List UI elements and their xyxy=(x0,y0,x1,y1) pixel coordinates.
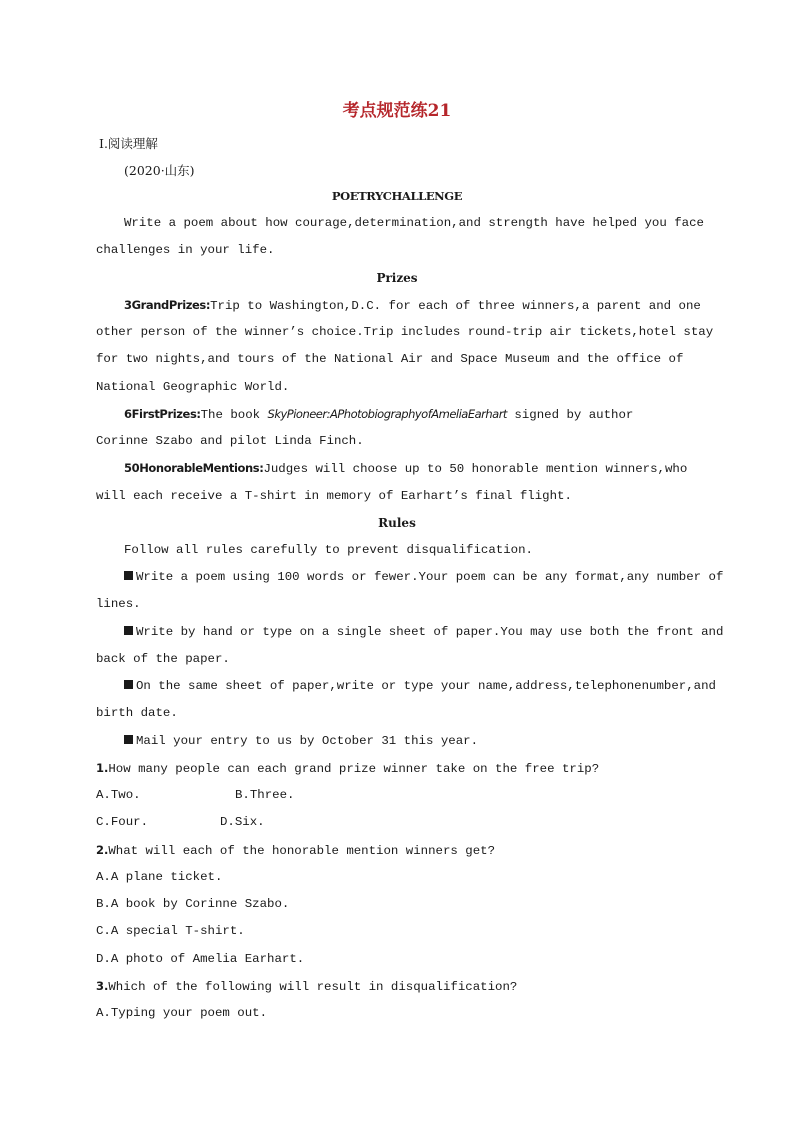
first-prize-line-1 xyxy=(124,407,633,422)
book-title: SkyPioneer:APhotobiographyofAmeliaEarhart xyxy=(267,407,507,421)
honorable-label: 50HonorableMentions: xyxy=(124,461,264,475)
honorable-line-1 xyxy=(124,461,687,476)
rule-2-text: Write by hand or type on a single sheet of paper.You may use both the front and xyxy=(136,625,724,639)
passage-heading: POETRYCHALLENGE xyxy=(331,189,463,203)
question-1 xyxy=(96,761,599,776)
first-prize-text-a: The book xyxy=(200,408,268,422)
grand-prize-label: 3GrandPrizes: xyxy=(124,298,211,312)
q2-option-b: B.A book by Corinne Szabo. xyxy=(96,897,290,911)
intro-line-2: challenges in your life. xyxy=(96,243,275,257)
q2-option-a: A.A plane ticket. xyxy=(96,870,223,884)
question-number: 3. xyxy=(96,979,109,993)
q3-option-a: A.Typing your poem out. xyxy=(96,1006,268,1020)
honorable-line-2: will each receive a T-shirt in memory of Earhart’s final flight. xyxy=(96,489,572,503)
question-number: 2. xyxy=(96,843,109,857)
bullet-square-icon xyxy=(124,626,133,635)
bullet-square-icon xyxy=(124,735,133,744)
prizes-heading: Prizes xyxy=(376,271,418,285)
q1-option-b: B.Three. xyxy=(235,788,295,802)
question-2 xyxy=(96,843,495,858)
rule-4-text: Mail your entry to us by October 31 this year. xyxy=(136,734,479,748)
question-3 xyxy=(96,979,517,994)
q2-option-c: C.A special T-shirt. xyxy=(96,924,245,938)
q1-option-d: D.Six. xyxy=(220,815,265,829)
grand-prize-text-1: Trip to Washington,D.C. for each of three winners,a parent and one xyxy=(210,299,701,313)
honorable-text-1: Judges will choose up to 50 honorable mention winners,who xyxy=(263,462,688,476)
rule-3-line-2: birth date. xyxy=(96,706,178,720)
bullet-square-icon xyxy=(124,571,133,580)
q2-option-d: D.A photo of Amelia Earhart. xyxy=(96,952,305,966)
section-heading: Ⅰ.阅读理解 xyxy=(99,136,158,151)
grand-prize-line-2: other person of the winner’s choice.Trip includes round-trip air tickets,hotel stay xyxy=(96,325,714,339)
rule-3-line-1 xyxy=(124,679,716,693)
rule-4-line-1 xyxy=(124,734,478,748)
intro-line-1: Write a poem about how courage,determination,and strength have helped you face xyxy=(124,216,704,230)
rule-1-line-2: lines. xyxy=(96,597,141,611)
first-prize-text-b: signed by author xyxy=(506,408,634,422)
rules-intro: Follow all rules carefully to prevent disqualification. xyxy=(124,543,533,557)
first-prize-line-2: Corinne Szabo and pilot Linda Finch. xyxy=(96,434,364,448)
q1-option-a: A.Two. xyxy=(96,788,141,802)
page-title: 考点规范练21 xyxy=(342,101,452,121)
source-label: (2020·山东) xyxy=(124,163,195,178)
first-prize-label: 6FirstPrizes: xyxy=(124,407,201,421)
grand-prize-line-3: for two nights,and tours of the National Air and Space Museum and the office of xyxy=(96,352,684,366)
grand-prize-line-4: National Geographic World. xyxy=(96,380,290,394)
rules-heading: Rules xyxy=(378,516,416,530)
question-number: 1. xyxy=(96,761,109,775)
question-text: What will each of the honorable mention winners get? xyxy=(108,844,496,858)
rule-2-line-2: back of the paper. xyxy=(96,652,230,666)
question-text: Which of the following will result in disqualification? xyxy=(108,980,518,994)
grand-prize-line-1 xyxy=(124,298,701,313)
q1-option-c: C.Four. xyxy=(96,815,149,829)
rule-1-line-1 xyxy=(124,570,723,584)
bullet-square-icon xyxy=(124,680,133,689)
rule-3-text: On the same sheet of paper,write or type your name,address,telephonenumber,and xyxy=(136,679,716,693)
question-text: How many people can each grand prize winner take on the free trip? xyxy=(108,762,600,776)
rule-1-text: Write a poem using 100 words or fewer.Your poem can be any format,any number of xyxy=(136,570,724,584)
rule-2-line-1 xyxy=(124,625,723,639)
